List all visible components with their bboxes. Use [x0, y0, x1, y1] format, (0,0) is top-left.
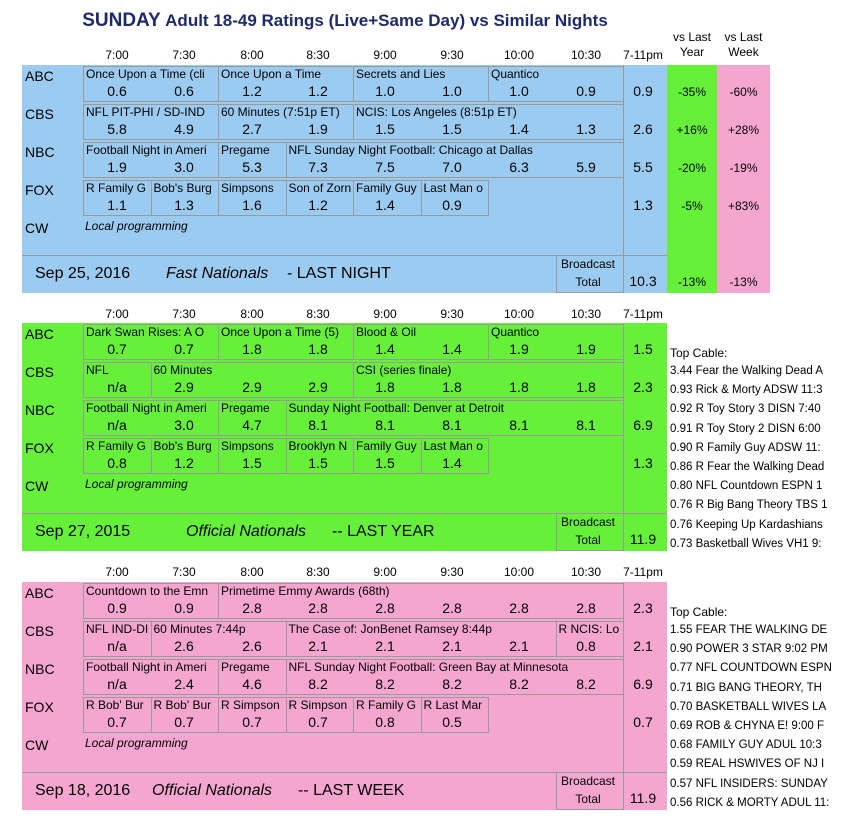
time-header: 9:30 — [440, 307, 464, 321]
rating-value: 1.8 — [242, 341, 262, 357]
time-header: 7-11pm — [623, 565, 663, 579]
top-cable-header: Top Cable: — [670, 346, 728, 360]
rating-value: 1.5 — [375, 455, 395, 471]
time-header: 10:30 — [570, 48, 602, 62]
top-cable-item: 0.90 POWER 3 STAR 9:02 PM — [670, 643, 828, 656]
top-cable-item: 1.55 FEAR THE WALKING DE — [670, 624, 828, 636]
rating-value: 1.9 — [576, 341, 596, 357]
rating-value: 2.8 — [242, 600, 262, 616]
rating-value: 1.0 — [375, 83, 395, 99]
rating-value: 2.8 — [509, 600, 529, 616]
vs-last-year-header: vs Last — [672, 30, 711, 44]
rating-value: 1.9 — [308, 121, 328, 137]
time-header: 10:00 — [503, 48, 535, 62]
rating-value: 8.2 — [442, 676, 462, 692]
rating-value: 1.3 — [174, 197, 194, 213]
top-cable-item: 0.92 R Toy Story 3 DISN 7:40 — [670, 403, 821, 416]
broadcast-label: Broadcast — [560, 515, 616, 529]
rating-value: 1.4 — [375, 341, 395, 357]
rating-value: 1.8 — [576, 379, 596, 395]
rating-value: 8.2 — [308, 676, 328, 692]
network-label-cbs: CBS — [25, 106, 54, 122]
program-title: 60 Minutes — [153, 363, 213, 377]
top-cable-item: 0.86 R Fear the Walking Dead — [670, 461, 825, 473]
rating-value: 5.9 — [576, 159, 596, 175]
rating-value: 8.1 — [308, 417, 328, 433]
broadcast-date: Sep 25, 2016 — [35, 265, 131, 282]
program-title: Once Upon a Time — [221, 67, 322, 81]
program-title: Last Man o — [423, 181, 483, 195]
rating-value: 1.8 — [442, 379, 462, 395]
rating-value: 1.2 — [242, 83, 262, 99]
network-total: 5.5 — [633, 159, 653, 175]
top-cable-item: 0.90 R Family Guy ADSW 11: — [670, 441, 821, 454]
time-header: 7-11pm — [623, 48, 663, 62]
network-label-abc: ABC — [25, 326, 54, 342]
program-title: Countdown to the Emn — [86, 584, 209, 598]
rating-value: 2.4 — [174, 676, 194, 692]
program-title: Football Night in Ameri — [86, 143, 207, 157]
program-title: NFL IND-DI — [86, 622, 149, 636]
rating-value: 8.2 — [576, 676, 596, 692]
program-title: NFL PIT-PHI / SD-IND — [86, 105, 205, 119]
network-total: 2.6 — [633, 121, 653, 137]
comparison-label: Official Nationals — [186, 523, 307, 540]
top-cable-header: Top Cable: — [670, 605, 728, 619]
rating-value: 0.8 — [576, 638, 596, 654]
rating-value: n/a — [107, 638, 127, 654]
network-total: 1.3 — [633, 455, 653, 471]
broadcast-grand-total: 11.9 — [629, 790, 657, 806]
network-label-nbc: NBC — [25, 661, 55, 677]
time-header: 10:00 — [503, 565, 535, 579]
program-title: R Family G — [86, 439, 146, 453]
rating-value: 0.8 — [107, 455, 127, 471]
comparison-label: Fast Nationals — [166, 265, 269, 282]
rating-value: 4.7 — [242, 417, 262, 433]
rating-value: 2.8 — [442, 600, 462, 616]
top-cable-item: 0.73 Basketball Wives VH1 9: — [670, 537, 822, 550]
rating-value: 2.7 — [242, 121, 262, 137]
grand-vs-last-year: -13% — [677, 275, 706, 289]
grand-vs-last-week: -13% — [729, 275, 758, 289]
broadcast-label: Broadcast — [560, 257, 616, 271]
network-total: 1.5 — [633, 341, 653, 357]
rating-value: 0.9 — [174, 600, 194, 616]
rating-value: 2.9 — [308, 379, 328, 395]
program-title: R Simpson — [221, 698, 280, 712]
rating-value: 2.1 — [509, 638, 529, 654]
comparison-period: -- LAST WEEK — [298, 782, 405, 799]
network-label-nbc: NBC — [25, 144, 55, 160]
rating-value: 8.1 — [576, 417, 596, 433]
broadcast-date: Sep 18, 2016 — [35, 782, 131, 799]
top-cable-item: 0.68 FAMILY GUY ADUL 10:3 — [670, 739, 822, 752]
rating-value: 4.9 — [174, 121, 194, 137]
rating-value: n/a — [107, 676, 127, 692]
program-title: Primetime Emmy Awards (68th) — [221, 584, 390, 598]
network-label-fox: FOX — [25, 182, 54, 198]
rating-value: 0.9 — [442, 197, 462, 213]
program-title: CSI (series finale) — [356, 363, 452, 377]
program-title: The Case of: JonBenet Ramsey 8:44p — [288, 622, 492, 636]
rating-value: 7.5 — [375, 159, 395, 175]
program-title: Bob's Burg — [153, 181, 212, 195]
rating-value: 0.7 — [174, 714, 194, 730]
rating-value: 0.9 — [107, 600, 127, 616]
time-header: 7:30 — [172, 307, 196, 321]
rating-value: 3.0 — [174, 417, 194, 433]
network-label-fox: FOX — [25, 440, 54, 456]
top-cable-item: 3.44 Fear the Walking Dead A — [670, 365, 823, 377]
rating-value: 1.9 — [107, 159, 127, 175]
top-cable-item: 0.57 NFL INSIDERS: SUNDAY — [670, 777, 828, 790]
vs-last-week-value: -60% — [729, 85, 758, 99]
time-header: 9:00 — [373, 565, 397, 579]
rating-value: 1.2 — [308, 197, 328, 213]
program-title: R Bob' Bur — [153, 698, 212, 712]
top-cable-item: 0.71 BIG BANG THEORY, TH — [670, 681, 822, 694]
rating-value: n/a — [107, 379, 127, 395]
program-title: Brooklyn N — [288, 439, 348, 453]
top-cable-item: 0.76 Keeping Up Kardashians — [670, 518, 823, 531]
program-title: Football Night in Ameri — [86, 401, 207, 415]
comparison-label: Official Nationals — [152, 782, 273, 799]
rating-value: 1.5 — [442, 121, 462, 137]
rating-value: 1.4 — [509, 121, 529, 137]
program-title: Son of Zorn — [288, 181, 352, 195]
network-total: 0.7 — [633, 714, 653, 730]
time-header: 7:00 — [105, 565, 129, 579]
vs-last-week-value: +28% — [727, 123, 760, 137]
rating-value: 1.8 — [509, 379, 529, 395]
network-total: 6.9 — [633, 417, 653, 433]
time-header: 8:00 — [240, 565, 264, 579]
vs-last-week-value: +83% — [727, 199, 760, 213]
time-header: 7:00 — [105, 48, 129, 62]
rating-value: 4.6 — [242, 676, 262, 692]
network-label-abc: ABC — [25, 585, 54, 601]
vs-last-year-value: -20% — [677, 161, 706, 175]
program-title: Bob's Burg — [153, 439, 212, 453]
local-programming-note: Local programming — [85, 219, 188, 233]
broadcast-date: Sep 27, 2015 — [35, 523, 131, 540]
time-header: 7:00 — [105, 307, 129, 321]
network-label-nbc: NBC — [25, 402, 55, 418]
program-title: R NCIS: Lo — [558, 622, 620, 636]
rating-value: 2.9 — [242, 379, 262, 395]
time-header: 7-11pm — [623, 307, 663, 321]
program-title: NFL Sunday Night Football: Chicago at Dallas — [288, 143, 533, 157]
rating-value: 1.0 — [442, 83, 462, 99]
vs-last-year-value: -5% — [681, 199, 703, 213]
rating-value: 2.8 — [375, 600, 395, 616]
rating-value: 1.5 — [375, 121, 395, 137]
top-cable-item: 0.69 ROB & CHYNA E! 9:00 F — [670, 720, 825, 732]
rating-value: 1.5 — [308, 455, 328, 471]
rating-value: 1.8 — [308, 341, 328, 357]
program-title: Dark Swan Rises: A O — [86, 325, 205, 339]
top-cable-item: 0.76 R Big Bang Theory TBS 1 — [670, 499, 828, 512]
total-label: Total — [575, 275, 601, 289]
program-title: 60 Minutes 7:44p — [153, 622, 246, 636]
local-programming-note: Local programming — [85, 736, 188, 750]
top-cable-item: 0.59 REAL HSWIVES OF NJ I — [670, 758, 825, 771]
rating-value: 0.7 — [174, 341, 194, 357]
network-total: 2.3 — [633, 379, 653, 395]
vs-last-week-header: Week — [728, 45, 759, 59]
rating-value: 1.9 — [509, 341, 529, 357]
program-title: Quantico — [491, 325, 540, 339]
network-label-cbs: CBS — [25, 623, 54, 639]
rating-value: 0.6 — [174, 83, 194, 99]
program-title: Last Man o — [423, 439, 483, 453]
broadcast-grand-total: 10.3 — [629, 273, 657, 289]
rating-value: 0.5 — [442, 714, 462, 730]
rating-value: 2.8 — [576, 600, 596, 616]
network-total: 2.3 — [633, 600, 653, 616]
program-title: R Simpson — [288, 698, 348, 712]
rating-value: 7.3 — [308, 159, 328, 175]
network-label-cw: CW — [25, 737, 49, 753]
rating-value: n/a — [107, 417, 127, 433]
rating-value: 1.5 — [242, 455, 262, 471]
time-header: 9:00 — [373, 307, 397, 321]
rating-value: 0.7 — [242, 714, 262, 730]
program-title: Pregame — [221, 143, 270, 157]
time-header: 7:30 — [172, 565, 196, 579]
broadcast-grand-total: 11.9 — [629, 531, 657, 547]
rating-value: 5.3 — [242, 159, 262, 175]
network-total: 2.1 — [633, 638, 653, 654]
rating-value: 2.9 — [174, 379, 194, 395]
rating-value: 2.8 — [308, 600, 328, 616]
total-label: Total — [575, 533, 601, 547]
rating-value: 2.1 — [375, 638, 395, 654]
network-total: 0.9 — [633, 83, 653, 99]
vs-last-week-header: vs Last — [724, 30, 763, 44]
program-title: R Family G — [86, 181, 146, 195]
network-label-cw: CW — [25, 220, 49, 236]
network-label-cbs: CBS — [25, 364, 54, 380]
page-title: SUNDAY Adult 18-49 Ratings (Live+Same Day) vs Similar Nights — [82, 10, 608, 31]
rating-value: 1.0 — [509, 83, 529, 99]
time-header: 9:30 — [440, 565, 464, 579]
program-title: Secrets and Lies — [356, 67, 446, 81]
comparison-period: - LAST NIGHT — [287, 265, 391, 282]
program-title: Pregame — [221, 660, 270, 674]
rating-value: 2.1 — [308, 638, 328, 654]
rating-value: 2.1 — [442, 638, 462, 654]
program-title: Quantico — [491, 67, 540, 81]
rating-value: 0.7 — [107, 714, 127, 730]
rating-value: 8.2 — [375, 676, 395, 692]
local-programming-note: Local programming — [85, 477, 188, 491]
time-header: 10:30 — [570, 565, 602, 579]
program-title: Simpsons — [221, 181, 274, 195]
network-label-cw: CW — [25, 478, 49, 494]
program-title: 60 Minutes (7:51p ET) — [221, 105, 340, 119]
program-title: R Family G — [356, 698, 416, 712]
program-title: Family Guy — [356, 439, 417, 453]
network-label-fox: FOX — [25, 699, 54, 715]
program-title: Once Upon a Time (cli — [86, 67, 205, 81]
program-title: Sunday Night Football: Denver at Detroit — [288, 401, 504, 415]
rating-value: 0.9 — [576, 83, 596, 99]
rating-value: 0.7 — [308, 714, 328, 730]
rating-value: 1.2 — [174, 455, 194, 471]
vs-last-week-value: -19% — [729, 161, 758, 175]
rating-value: 1.6 — [242, 197, 262, 213]
rating-value: 0.7 — [107, 341, 127, 357]
top-cable-item: 0.70 BASKETBALL WIVES LA — [670, 700, 827, 713]
program-title: Simpsons — [221, 439, 274, 453]
rating-value: 7.0 — [442, 159, 462, 175]
time-header: 9:00 — [373, 48, 397, 62]
rating-value: 1.1 — [107, 197, 127, 213]
top-cable-item: 0.91 R Toy Story 2 DISN 6:00 — [670, 422, 821, 435]
program-title: NFL — [86, 363, 109, 377]
network-label-abc: ABC — [25, 68, 54, 84]
rating-value: 0.6 — [107, 83, 127, 99]
program-title: Once Upon a Time (5) — [221, 325, 340, 339]
program-title: R Bob' Bur — [86, 698, 144, 712]
program-title: R Last Mar — [423, 698, 483, 712]
total-label: Total — [575, 792, 601, 806]
rating-value: 8.2 — [509, 676, 529, 692]
top-cable-item: 0.56 RICK & MORTY ADUL 11: — [670, 796, 830, 809]
time-header: 8:30 — [306, 48, 330, 62]
vs-last-year-header: Year — [679, 45, 705, 59]
vs-last-year-value: +16% — [676, 123, 708, 137]
rating-value: 5.8 — [107, 121, 127, 137]
time-header: 10:30 — [570, 307, 602, 321]
vs-last-year-value: -35% — [677, 85, 706, 99]
top-cable-item: 0.77 NFL COUNTDOWN ESPN — [670, 662, 832, 675]
rating-value: 1.4 — [375, 197, 395, 213]
rating-value: 8.1 — [509, 417, 529, 433]
time-header: 8:30 — [306, 307, 330, 321]
program-title: Blood & Oil — [356, 325, 417, 339]
rating-value: 2.6 — [242, 638, 262, 654]
time-header: 8:30 — [306, 565, 330, 579]
top-cable-item: 0.80 NFL Countdown ESPN 1 — [670, 480, 823, 493]
top-cable-item: 0.93 Rick & Morty ADSW 11:3 — [670, 384, 823, 397]
rating-value: 1.2 — [308, 83, 328, 99]
time-header: 9:30 — [440, 48, 464, 62]
rating-value: 1.4 — [442, 341, 462, 357]
network-total: 1.3 — [633, 197, 653, 213]
rating-value: 1.4 — [442, 455, 462, 471]
program-title: Family Guy — [356, 181, 417, 195]
program-title: NCIS: Los Angeles (8:51p ET) — [356, 105, 517, 119]
time-header: 8:00 — [240, 48, 264, 62]
rating-value: 1.8 — [375, 379, 395, 395]
time-header: 8:00 — [240, 307, 264, 321]
comparison-period: -- LAST YEAR — [332, 523, 435, 540]
rating-value: 1.3 — [576, 121, 596, 137]
broadcast-label: Broadcast — [560, 774, 616, 788]
rating-value: 6.3 — [509, 159, 529, 175]
program-title: Football Night in Ameri — [86, 660, 207, 674]
rating-value: 0.8 — [375, 714, 395, 730]
program-title: NFL Sunday Night Football: Green Bay at Minnesota — [288, 660, 569, 674]
network-total: 6.9 — [633, 676, 653, 692]
rating-value: 8.1 — [375, 417, 395, 433]
rating-value: 8.1 — [442, 417, 462, 433]
rating-value: 3.0 — [174, 159, 194, 175]
time-header: 10:00 — [503, 307, 535, 321]
program-title: Pregame — [221, 401, 270, 415]
time-header: 7:30 — [172, 48, 196, 62]
rating-value: 2.6 — [174, 638, 194, 654]
